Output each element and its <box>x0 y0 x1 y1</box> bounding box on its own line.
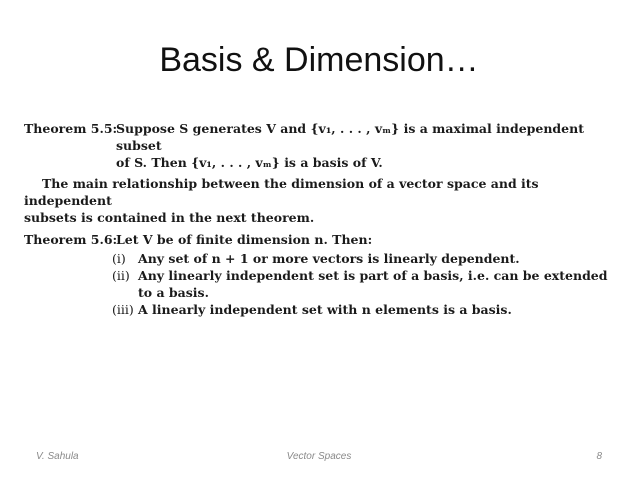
theorem-5-6-label: Theorem 5.6: <box>24 232 118 247</box>
theorem-5-6-intro: Let V be of finite dimension n. Then: <box>116 232 373 247</box>
theorem-5-5-line-1: Suppose S generates V and {v₁, . . . , vₘ} is a maximal independent subset <box>116 121 584 153</box>
item-text: Any linearly independent set is part of a basis, i.e. can be extended to a basis. <box>138 268 608 300</box>
theorem-5-5-label: Theorem 5.5: <box>24 121 118 136</box>
relationship-paragraph <box>24 175 614 226</box>
item-number: (iii) <box>112 302 134 317</box>
footer-author: V. Sahula <box>36 451 79 462</box>
item-text: A linearly independent set with n elements is a basis. <box>138 302 512 317</box>
paragraph-line-1: The main relationship between the dimension of a vector space and its independent <box>24 176 539 208</box>
item-number: (ii) <box>112 268 130 283</box>
theorem-5-5 <box>24 120 614 171</box>
theorem-scan <box>24 120 614 318</box>
list-item <box>112 250 614 267</box>
theorem-5-5-line-2: of S. Then {v₁, . . . , vₘ} is a basis of V. <box>116 155 383 170</box>
footer-topic: Vector Spaces <box>286 451 352 462</box>
list-item <box>112 267 614 301</box>
theorem-5-6-items <box>112 250 614 318</box>
paragraph-line-2: subsets is contained in the next theorem. <box>24 210 315 225</box>
theorem-5-6 <box>24 231 614 248</box>
theorem-5-5-body <box>116 120 614 171</box>
list-item <box>112 301 614 318</box>
footer-page-number: 8 <box>596 451 602 462</box>
item-text: Any set of n + 1 or more vectors is linearly dependent. <box>138 251 520 266</box>
item-number: (i) <box>112 251 126 266</box>
slide-title: Basis & Dimension… <box>159 41 479 79</box>
